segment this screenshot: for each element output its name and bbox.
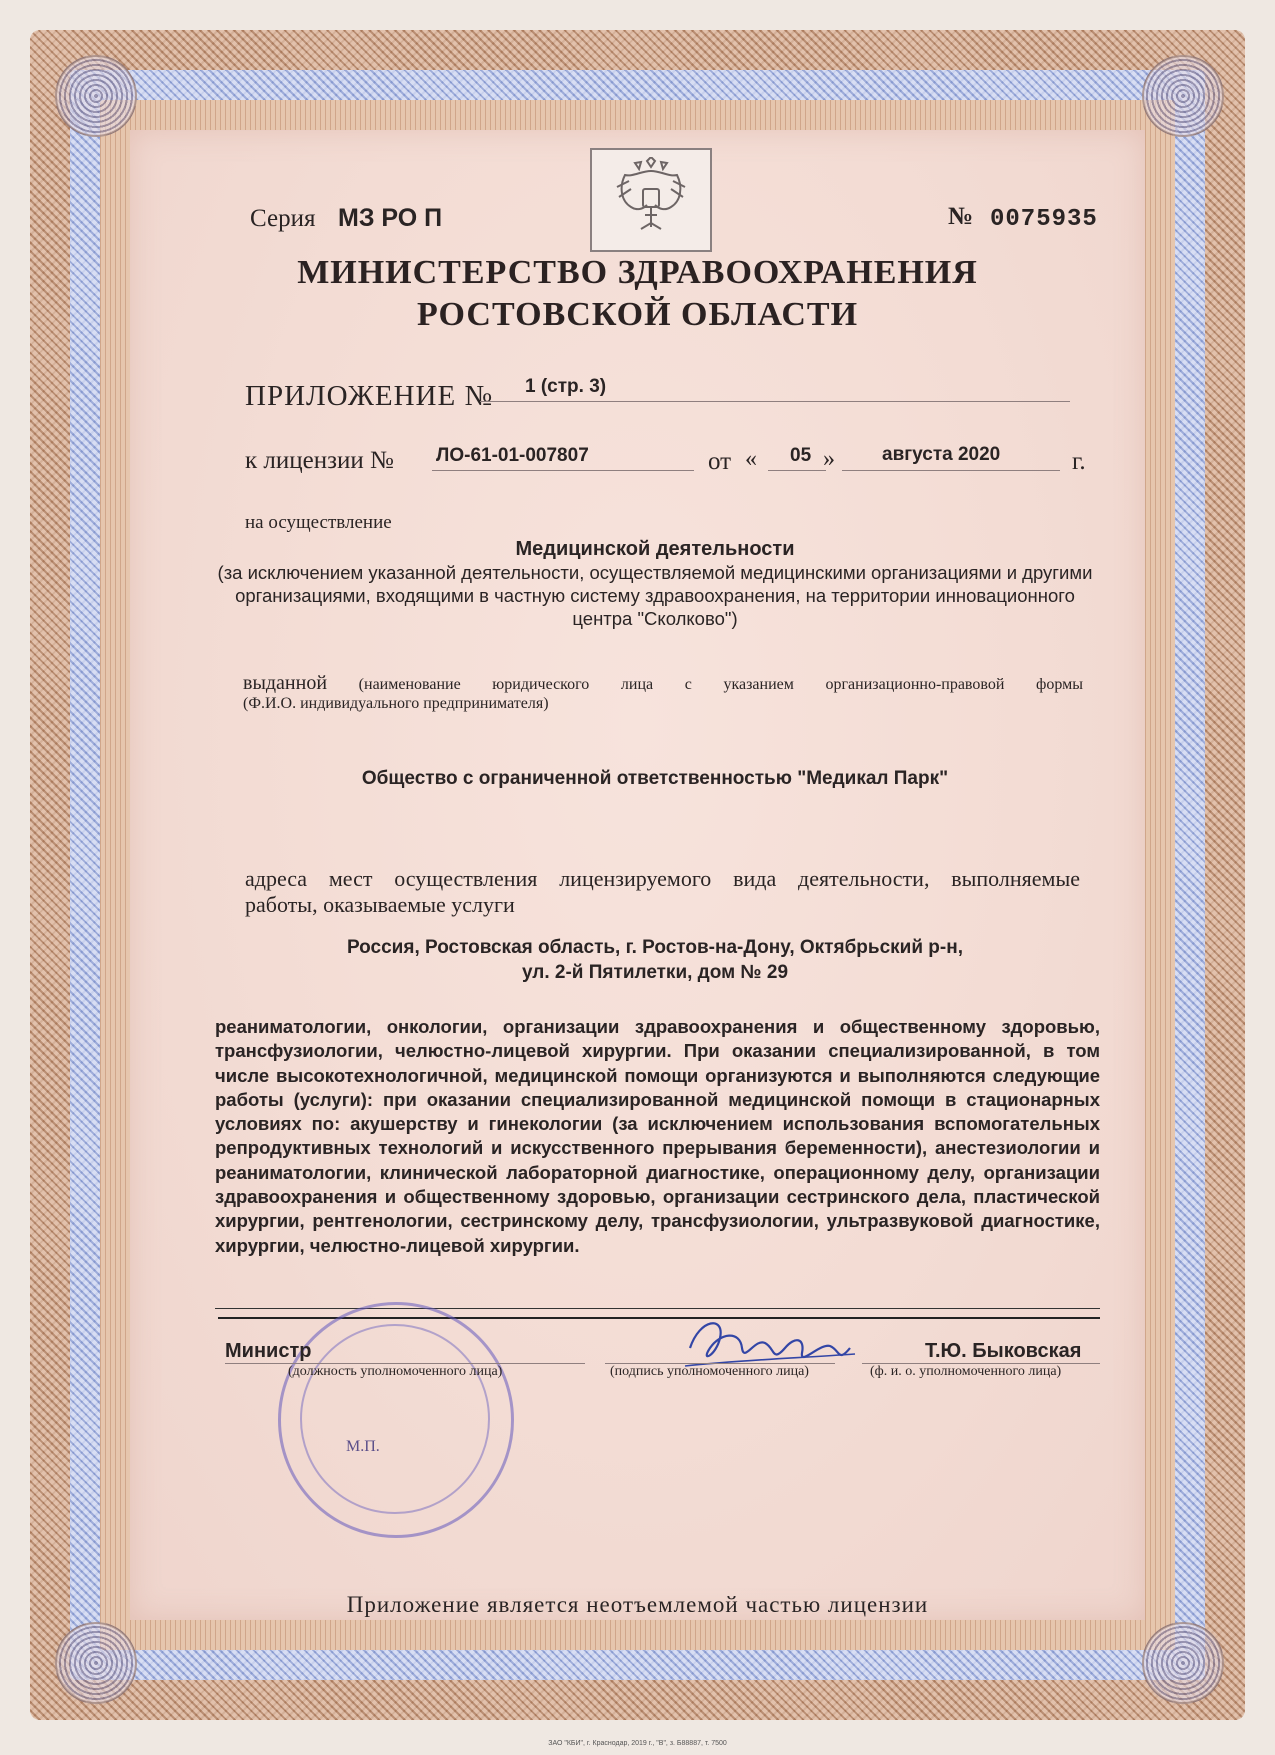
license-from-label: от — [708, 448, 732, 475]
activity-title: Медицинской деятельности — [515, 538, 795, 560]
ministry-title — [230, 252, 1045, 336]
issued-label: выданной — [243, 672, 328, 694]
series-label: Серия — [250, 205, 316, 232]
address-line1: Россия, Ростовская область, г. Ростов-на-Дону, Октябрьский р-н, — [346, 937, 963, 958]
double-headed-eagle-icon — [590, 148, 712, 252]
seal-mark: М.П. — [346, 1438, 380, 1455]
corner-rosette-icon — [55, 1622, 137, 1704]
form-number: 0075935 — [990, 206, 1098, 233]
address-value — [215, 935, 1095, 985]
signer-position: Министр — [225, 1340, 312, 1362]
license-day: 05 — [790, 445, 812, 466]
activity-intro: на осуществление — [245, 512, 392, 533]
divider-line — [215, 1308, 1100, 1309]
number-label: № — [948, 203, 974, 230]
license-underline — [432, 470, 694, 471]
services-text: реаниматологии, онкологии, организации здравоохранения и общественному здоровью, трансфузиологии, челюстно-лицевой хирургии. При оказании специализированной, в том числе высокотехнологичной, медицинской помощи организуются и выполняются следующие работы (услуги): при оказании специализированной медицинской помощи в стационарных условиях по: акушерству и гинекологии (за исключением использования вспомогательных репродуктивных технологий и искусственного прерывания беременности), анестезиологии и реаниматологии, клинической лабораторной диагностике, операционному делу, организации здравоохранения и общественному здоровью, организации сестринского дела, пластической хирургии, рентгенологии, сестринскому делу, трансфузиологии, ультразвуковой диагностике, хирургии, челюстно-лицевой хирургии. — [215, 1016, 1100, 1256]
day-underline — [768, 470, 826, 471]
corner-rosette-icon — [55, 55, 137, 137]
issued-hint-second: (Ф.И.О. индивидуального предпринимателя) — [243, 695, 549, 712]
series-value: МЗ РО П — [338, 204, 443, 232]
address-label-line2: работы, оказываемые услуги — [245, 892, 515, 917]
organization-name: Общество с ограниченной ответственностью "Медикал Парк" — [361, 768, 949, 789]
issued-hint: (наименование юридического лица с указанием организационно-правовой формы — [358, 676, 1084, 693]
date-underline — [842, 470, 1060, 471]
issued-line — [243, 672, 1083, 696]
quote-open: « — [745, 446, 757, 472]
seal-inner-ring — [300, 1324, 490, 1514]
position-caption: (должность уполномоченного лица) — [288, 1364, 503, 1379]
corner-rosette-icon — [1142, 1622, 1224, 1704]
footer-note: Приложение является неотъемлемой частью лицензии — [346, 1592, 929, 1617]
signature-caption: (подпись уполномоченного лица) — [610, 1364, 809, 1379]
printer-imprint: ЗАО "КБИ", г. Краснодар, 2019 г., "В", з. Б88887, т. 7500 — [548, 1740, 727, 1747]
year-suffix: г. — [1072, 448, 1086, 475]
appendix-underline — [480, 401, 1070, 402]
appendix-label: ПРИЛОЖЕНИЕ № — [245, 380, 494, 412]
name-caption: (ф. и. о. уполномоченного лица) — [870, 1364, 1062, 1379]
signer-name: Т.Ю. Быковская — [925, 1340, 1082, 1362]
address-line2: ул. 2-й Пятилетки, дом № 29 — [521, 962, 789, 983]
activity-description: (за исключением указанной деятельности, осуществляемой медицинскими организациями и другими организациями, входящими в частную систему здравоохранения, на территории инновационного центра "Сколково") — [217, 562, 1093, 629]
address-label-line1: адреса мест осуществления лицензируемого вида деятельности, выполняемые — [245, 866, 1080, 891]
license-month-year: августа 2020 — [882, 444, 1001, 465]
license-label: к лицензии № — [245, 447, 394, 474]
license-number: ЛО-61-01-007807 — [436, 445, 589, 466]
corner-rosette-icon — [1142, 55, 1224, 137]
ministry-title-line1: МИНИСТЕРСТВО ЗДРАВООХРАНЕНИЯ — [297, 254, 978, 291]
appendix-number: 1 (стр. 3) — [525, 376, 607, 397]
quote-close: » — [823, 446, 835, 472]
ministry-title-line2: РОСТОВСКОЙ ОБЛАСТИ — [416, 296, 859, 333]
activity-block — [215, 538, 1095, 630]
